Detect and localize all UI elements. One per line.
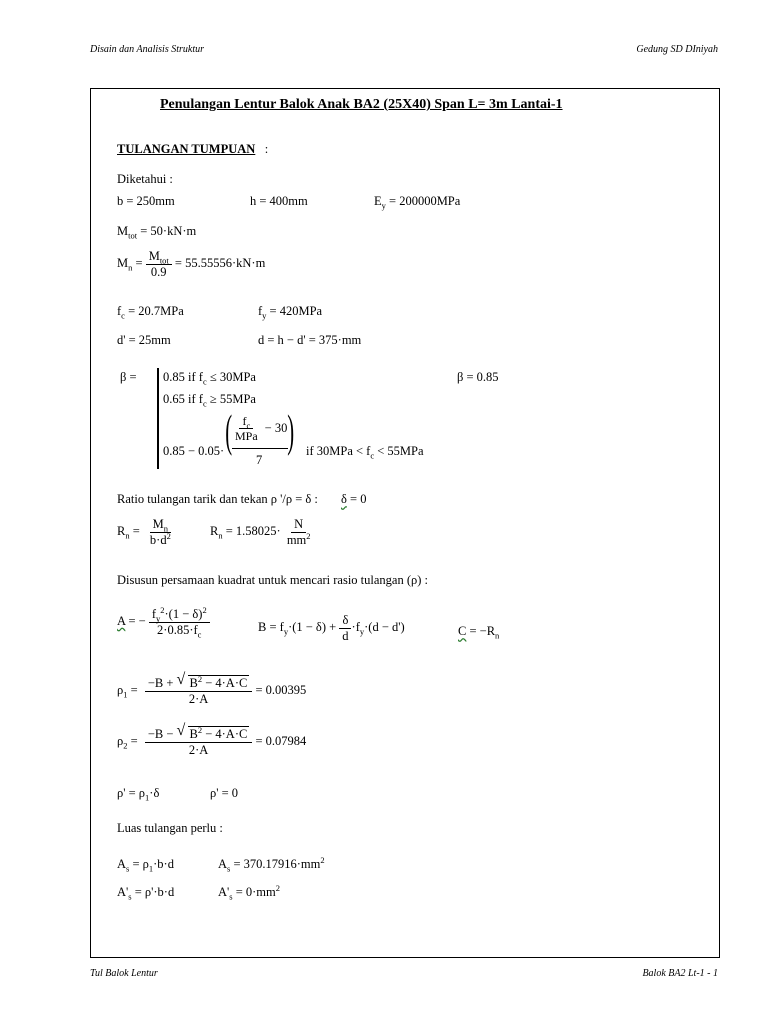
- ratio-text: Ratio tulangan tarik dan tekan ρ '/ρ = δ :: [117, 492, 318, 506]
- rho-prime-result: ρ' = 0: [210, 786, 239, 800]
- rho2-num-prefix: −B −: [147, 727, 174, 741]
- fc-over-mpa: [232, 414, 261, 443]
- rho-prime-subscript: 1: [145, 792, 150, 803]
- as-result-superscript: 2: [320, 854, 325, 865]
- beta-left-paren: (: [225, 405, 233, 456]
- delta-number: = 0: [346, 492, 367, 506]
- fy-symbol: f: [258, 304, 263, 318]
- asp-result-value: = 0·mm: [232, 885, 276, 899]
- a-symbol: A: [117, 613, 126, 628]
- rn-subscript: n: [125, 530, 130, 541]
- c-symbol: C: [458, 624, 467, 638]
- rho1-sqrt: [177, 673, 250, 690]
- rho1-result: = 0.00395: [255, 682, 307, 697]
- b-middle: ·(1 − δ) +: [288, 619, 337, 634]
- mtot-symbol: M: [117, 224, 129, 238]
- rn-num-symbol: M: [152, 517, 164, 531]
- beta-brace: [157, 368, 159, 469]
- asp-symbol: A': [117, 885, 129, 899]
- mn-fraction-denominator: 0.9: [150, 264, 167, 279]
- case3-fc-subscript: c: [246, 420, 251, 431]
- as-rho-subscript: 1: [148, 863, 154, 874]
- rho2-subscript: 2: [123, 740, 128, 751]
- rho1-equals: =: [127, 682, 138, 697]
- diketahui-label: Diketahui :: [117, 172, 173, 186]
- as-result-subscript: s: [227, 863, 231, 874]
- given-b: b = 250mm: [117, 194, 175, 208]
- b-lhs: B = f: [258, 619, 284, 634]
- fc-symbol: f: [117, 304, 122, 318]
- rn-result-subscript: n: [218, 530, 223, 541]
- rn-result-symbol: R: [210, 523, 219, 538]
- rho2-symbol: ρ: [117, 733, 124, 748]
- given-mtot: [117, 224, 197, 241]
- rn-result-value: = 1.58025·: [222, 523, 281, 538]
- a-fraction-numerator: [149, 604, 210, 624]
- b-equation: [258, 613, 405, 643]
- rho1-equation: [117, 673, 307, 706]
- ey-symbol: E: [374, 194, 382, 208]
- ey-value: = 200000MPa: [385, 194, 461, 208]
- rn-equals: =: [129, 523, 140, 538]
- asp-result-superscript: 2: [275, 882, 281, 893]
- a-den-text: 2·0.85·f: [157, 622, 198, 637]
- rho1-radicand: [188, 675, 250, 690]
- mn-num-symbol: M: [148, 249, 160, 263]
- asp-result-subscript: s: [229, 891, 233, 902]
- b-frac-numerator: δ: [339, 613, 351, 629]
- rho-prime-post: ·δ: [149, 786, 160, 800]
- rho2-result: = 0.07984: [255, 733, 307, 748]
- beta-case-2: [163, 392, 256, 409]
- rn-unit-den-superscript: 2: [306, 530, 311, 541]
- rho2-equation: [117, 724, 307, 757]
- mtot-subscript: tot: [128, 230, 138, 241]
- c-subscript: n: [495, 630, 500, 641]
- b-post-subscript: y: [359, 626, 365, 637]
- rho-prime-equation: [117, 786, 160, 803]
- as-result: [218, 854, 325, 874]
- rho1-root-rest: − 4·A·C: [202, 676, 248, 690]
- case3-fc-symbol: f: [242, 414, 247, 428]
- rho1-root-b: B: [189, 676, 198, 690]
- beta-case-1-text: 0.85 if f: [163, 370, 203, 384]
- quadratic-text: Disusun persamaan kuadrat untuk mencari rasio tulangan (ρ) :: [117, 573, 429, 587]
- rho1-num-prefix: −B +: [147, 676, 174, 690]
- given-fy: [258, 304, 323, 321]
- as-equation: [117, 857, 174, 874]
- beta-case-3-fraction: [232, 414, 287, 443]
- asp-result: [218, 882, 281, 902]
- rho1-root-superscript: 2: [197, 673, 203, 684]
- rho-prime-lhs: ρ' = ρ: [117, 786, 146, 800]
- a-num-subscript: y: [156, 613, 161, 624]
- b-delta-over-d: [339, 613, 351, 643]
- fy-subscript: y: [262, 310, 267, 321]
- given-dprime: d' = 25mm: [117, 333, 171, 347]
- delta-value: [341, 493, 366, 506]
- mn-symbol: M: [117, 255, 129, 270]
- a-equals: = −: [125, 613, 146, 628]
- a-num-superscript: 2: [160, 604, 165, 615]
- as-result-value: = 370.17916·mm: [230, 857, 321, 871]
- beta-right-paren: ): [287, 405, 295, 456]
- a-num-f: f: [151, 607, 156, 621]
- as-result-symbol: A: [218, 857, 228, 871]
- beta-case-3-fraction-bar: [232, 448, 288, 449]
- as-subscript: s: [126, 863, 130, 874]
- luas-text: Luas tulangan perlu :: [117, 821, 223, 835]
- rho1-fraction-numerator: [145, 673, 253, 692]
- rho1-symbol: ρ: [117, 682, 124, 697]
- page-header-left: Disain dan Analisis Struktur: [90, 44, 204, 55]
- fc-subscript: c: [121, 310, 125, 321]
- rn-unit-numerator: N: [291, 517, 306, 533]
- as-equals: = ρ: [129, 857, 149, 871]
- rn-equation: [117, 517, 174, 547]
- case3-condition-subscript: c: [370, 450, 375, 461]
- rho2-equals: =: [127, 733, 138, 748]
- a-den-subscript: c: [197, 629, 202, 639]
- rho2-root-rest: − 4·A·C: [202, 727, 248, 741]
- beta-case-2-text: 0.65 if f: [163, 392, 203, 406]
- rn-unit-den-text: mm: [286, 532, 307, 547]
- rho1-fraction: [145, 673, 253, 706]
- asp-subscript: s: [128, 891, 132, 902]
- b-post: ·(d − d'): [364, 619, 405, 634]
- rho2-root-superscript: 2: [197, 724, 203, 735]
- beta-lhs: β =: [120, 370, 137, 384]
- a-num-superscript-2: 2: [202, 604, 207, 615]
- given-d: d = h − d' = 375·mm: [258, 333, 362, 347]
- case3-minus-30: − 30: [264, 421, 288, 436]
- as-post: ·b·d: [153, 857, 174, 871]
- rho2-sqrt: [177, 724, 250, 741]
- b-fy-subscript: y: [283, 626, 289, 637]
- page-footer-left: Tul Balok Lentur: [90, 968, 158, 979]
- asp-result-symbol: A': [218, 885, 230, 899]
- rho2-root-b: B: [189, 727, 198, 741]
- b-frac-denominator: d: [342, 628, 349, 643]
- beta-case-3-condition: [306, 444, 424, 461]
- beta-case-3-denominator: 7: [256, 453, 263, 467]
- mn-equals: =: [132, 255, 143, 270]
- given-fc: [117, 304, 184, 321]
- section-heading: [117, 143, 268, 156]
- beta-case-3-prefix: 0.85 − 0.05·: [163, 444, 225, 458]
- mn-subscript: n: [128, 262, 133, 273]
- given-ey: [374, 194, 461, 211]
- rn-unit-fraction: [284, 517, 314, 547]
- b-post-f: ·f: [351, 619, 360, 634]
- mn-fraction-numerator: [146, 249, 172, 265]
- beta-result: β = 0.85: [457, 370, 499, 384]
- page-title: Penulangan Lentur Balok Anak BA2 (25X40) Span L= 3m Lantai-1: [160, 97, 563, 112]
- a-num-rest: ·(1 − δ): [164, 607, 203, 621]
- case3-condition-text: if 30MPa < f: [306, 444, 371, 458]
- as-symbol: A: [117, 857, 127, 871]
- rho2-radicand: [188, 726, 250, 741]
- rn-fraction: [147, 517, 174, 547]
- rho1-fraction-denominator: 2·A: [188, 691, 209, 706]
- rho2-fraction: [145, 724, 253, 757]
- rho2-fraction-numerator: [145, 724, 253, 743]
- fc-over-mpa-numerator: [239, 414, 253, 429]
- rn-result: [210, 517, 314, 547]
- mn-equation: [117, 249, 265, 279]
- beta-case-2-subscript: c: [202, 398, 207, 409]
- mn-result: = 55.55556·kN·m: [174, 255, 266, 270]
- a-equation: [117, 604, 210, 639]
- mn-fraction: [146, 249, 172, 279]
- section-heading-text: TULANGAN TUMPUAN: [117, 142, 256, 156]
- case3-condition-limit: < 55MPa: [374, 444, 424, 458]
- mtot-value: = 50·kN·m: [137, 224, 197, 238]
- page-header-right: Gedung SD DIniyah: [636, 44, 718, 55]
- rn-fraction-denominator: [147, 530, 174, 548]
- asp-post: = ρ'·b·d: [131, 885, 175, 899]
- beta-case-1-condition: ≤ 30MPa: [206, 370, 256, 384]
- beta-case-2-condition: ≥ 55MPa: [206, 392, 256, 406]
- rn-num-subscript: n: [163, 523, 169, 534]
- rn-unit-denominator: [284, 530, 314, 548]
- delta-symbol: δ: [341, 492, 347, 506]
- asp-equation: [117, 885, 175, 902]
- fc-over-mpa-denominator: MPa: [235, 429, 258, 443]
- beta-case-1-subscript: c: [202, 376, 207, 387]
- section-heading-colon: :: [264, 142, 269, 156]
- a-fraction-denominator: [154, 623, 204, 638]
- a-fraction: [149, 604, 210, 639]
- ey-subscript: y: [381, 200, 386, 211]
- rn-den-text: b·d: [149, 532, 167, 547]
- c-equation: [458, 624, 500, 641]
- rho2-fraction-denominator: 2·A: [188, 742, 209, 757]
- page-footer-right: Balok BA2 Lt-1 - 1: [642, 968, 718, 979]
- rn-den-superscript: 2: [166, 530, 171, 541]
- beta-case-1: [163, 370, 256, 387]
- mn-num-subscript: tot: [159, 255, 169, 266]
- fc-value: = 20.7MPa: [124, 304, 184, 318]
- c-equals: = −R: [466, 624, 496, 638]
- fy-value: = 420MPa: [266, 304, 323, 318]
- rho1-subscript: 1: [123, 689, 128, 700]
- given-h: h = 400mm: [250, 194, 308, 208]
- rn-symbol: R: [117, 523, 126, 538]
